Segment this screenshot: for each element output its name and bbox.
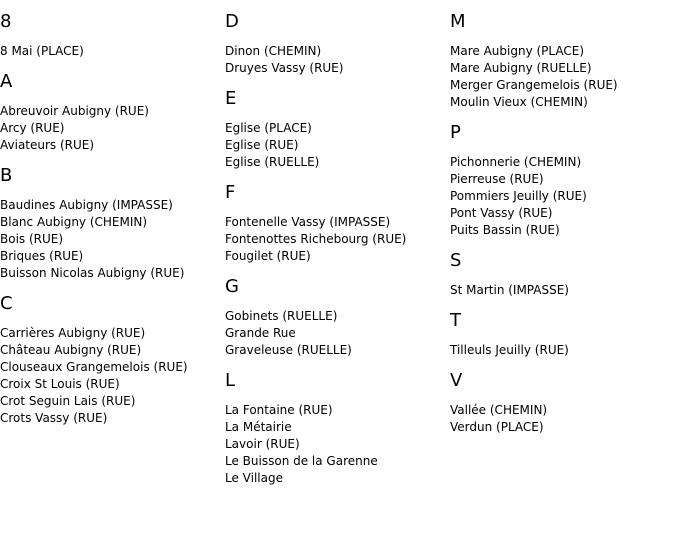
section-letter-heading: C bbox=[0, 293, 13, 314]
letter-group bbox=[450, 11, 670, 111]
street-list bbox=[450, 43, 670, 111]
street-list-item: Grande Rue bbox=[225, 326, 296, 340]
street-list-item: Clouseaux Grangemelois (RUE) bbox=[0, 360, 188, 374]
street-list bbox=[225, 43, 445, 77]
street-list-item: Fontenottes Richebourg (RUE) bbox=[225, 232, 407, 246]
letter-group bbox=[0, 11, 220, 60]
street-list-item: St Martin (IMPASSE) bbox=[450, 283, 569, 297]
street-list-item: 8 Mai (PLACE) bbox=[0, 44, 84, 58]
street-list-item: Pont Vassy (RUE) bbox=[450, 206, 553, 220]
section-letter-heading: 8 bbox=[0, 11, 12, 32]
letter-group bbox=[225, 370, 445, 487]
street-list-item: Fougilet (RUE) bbox=[225, 249, 311, 263]
street-list bbox=[225, 214, 445, 265]
section-letter-heading: V bbox=[450, 370, 463, 391]
street-list bbox=[450, 342, 670, 359]
street-list-item: Fontenelle Vassy (IMPASSE) bbox=[225, 215, 391, 229]
street-index-column-3 bbox=[450, 0, 670, 436]
street-list-item: Le Buisson de la Garenne bbox=[225, 454, 378, 468]
street-list bbox=[225, 120, 445, 171]
letter-group bbox=[225, 276, 445, 359]
section-letter-heading: P bbox=[450, 122, 461, 143]
street-list-item: Croix St Louis (RUE) bbox=[0, 377, 120, 391]
street-list-item: Buisson Nicolas Aubigny (RUE) bbox=[0, 266, 185, 280]
street-list-item: Lavoir (RUE) bbox=[225, 437, 300, 451]
street-index-column-1 bbox=[0, 0, 220, 427]
section-letter-heading: A bbox=[0, 71, 13, 92]
street-list-item: Graveleuse (RUELLE) bbox=[225, 343, 352, 357]
street-list-item: La Fontaine (RUE) bbox=[225, 403, 333, 417]
street-list-item: Mare Aubigny (RUELLE) bbox=[450, 61, 592, 75]
street-list-item: Tilleuls Jeuilly (RUE) bbox=[450, 343, 569, 357]
letter-group bbox=[0, 71, 220, 154]
street-list-item: La Métairie bbox=[225, 420, 292, 434]
letter-group bbox=[450, 370, 670, 436]
street-list bbox=[225, 308, 445, 359]
section-letter-heading: G bbox=[225, 276, 239, 297]
letter-group bbox=[225, 182, 445, 265]
street-list bbox=[0, 325, 220, 427]
street-list-item: Arcy (RUE) bbox=[0, 121, 65, 135]
street-list-item: Blanc Aubigny (CHEMIN) bbox=[0, 215, 148, 229]
street-list-item: Pichonnerie (CHEMIN) bbox=[450, 155, 582, 169]
street-list-item: Bois (RUE) bbox=[0, 232, 64, 246]
street-list-item: Le Village bbox=[225, 471, 283, 485]
street-list-item: Eglise (RUELLE) bbox=[225, 155, 320, 169]
letter-group bbox=[450, 122, 670, 239]
section-letter-heading: T bbox=[450, 310, 461, 331]
street-list-item: Crots Vassy (RUE) bbox=[0, 411, 108, 425]
street-list-item: Druyes Vassy (RUE) bbox=[225, 61, 344, 75]
letter-group bbox=[450, 310, 670, 359]
street-list-item: Carrières Aubigny (RUE) bbox=[0, 326, 146, 340]
street-list-item: Gobinets (RUELLE) bbox=[225, 309, 338, 323]
street-index-column-2 bbox=[225, 0, 445, 487]
street-list-item: Baudines Aubigny (IMPASSE) bbox=[0, 198, 173, 212]
street-list-item: Eglise (RUE) bbox=[225, 138, 299, 152]
section-letter-heading: B bbox=[0, 165, 13, 186]
letter-group bbox=[0, 293, 220, 427]
letter-group bbox=[225, 88, 445, 171]
street-list bbox=[450, 154, 670, 239]
street-list-item: Verdun (PLACE) bbox=[450, 420, 544, 434]
street-list bbox=[0, 43, 220, 60]
street-list-item: Crot Seguin Lais (RUE) bbox=[0, 394, 136, 408]
street-list-item: Aviateurs (RUE) bbox=[0, 138, 95, 152]
section-letter-heading: M bbox=[450, 11, 466, 32]
street-list-item: Vallée (CHEMIN) bbox=[450, 403, 548, 417]
street-list bbox=[225, 402, 445, 487]
street-list-item: Moulin Vieux (CHEMIN) bbox=[450, 95, 588, 109]
street-list bbox=[450, 402, 670, 436]
letter-group bbox=[0, 165, 220, 282]
street-list bbox=[0, 197, 220, 282]
section-letter-heading: L bbox=[225, 370, 236, 391]
street-list-item: Dinon (CHEMIN) bbox=[225, 44, 322, 58]
street-list-item: Merger Grangemelois (RUE) bbox=[450, 78, 618, 92]
section-letter-heading: D bbox=[225, 11, 239, 32]
street-list-item: Eglise (PLACE) bbox=[225, 121, 312, 135]
section-letter-heading: F bbox=[225, 182, 236, 203]
street-list-item: Pommiers Jeuilly (RUE) bbox=[450, 189, 587, 203]
street-list-item: Puits Bassin (RUE) bbox=[450, 223, 560, 237]
street-list bbox=[450, 282, 670, 299]
letter-group bbox=[450, 250, 670, 299]
section-letter-heading: S bbox=[450, 250, 462, 271]
street-list bbox=[0, 103, 220, 154]
section-letter-heading: E bbox=[225, 88, 237, 109]
letter-group bbox=[225, 11, 445, 77]
street-list-item: Briques (RUE) bbox=[0, 249, 84, 263]
street-list-item: Abreuvoir Aubigny (RUE) bbox=[0, 104, 149, 118]
street-list-item: Château Aubigny (RUE) bbox=[0, 343, 142, 357]
street-list-item: Pierreuse (RUE) bbox=[450, 172, 544, 186]
street-list-item: Mare Aubigny (PLACE) bbox=[450, 44, 584, 58]
